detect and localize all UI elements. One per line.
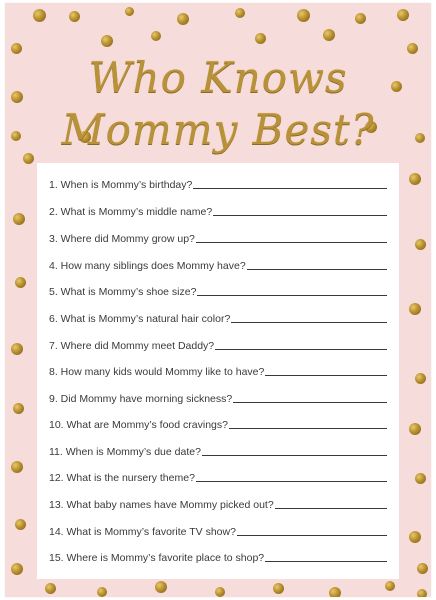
confetti-dot <box>13 403 24 414</box>
confetti-dot <box>417 589 427 597</box>
confetti-dot <box>385 581 395 591</box>
confetti-dot <box>101 35 113 47</box>
answer-line <box>196 481 387 482</box>
answer-line <box>275 508 387 509</box>
confetti-dot <box>409 423 421 435</box>
question-12 <box>49 466 387 484</box>
confetti-dot <box>215 587 225 597</box>
title-line-2: Mommy Best? <box>61 105 375 154</box>
confetti-dot <box>397 9 409 21</box>
question-text: 8. How many kids would Mommy like to have? <box>49 366 265 378</box>
confetti-dot <box>13 213 25 225</box>
confetti-dot <box>329 587 341 597</box>
answer-line <box>202 455 387 456</box>
answer-line <box>213 215 387 216</box>
confetti-dot <box>23 153 34 164</box>
confetti-dot <box>11 563 23 575</box>
question-text: 3. Where did Mommy grow up? <box>49 233 195 245</box>
question-4 <box>49 254 387 272</box>
confetti-dot <box>45 583 56 594</box>
quiz-card <box>5 3 431 597</box>
question-text: 14. What is Mommy’s favorite TV show? <box>49 526 236 538</box>
confetti-dot <box>155 581 167 593</box>
question-7 <box>49 334 387 352</box>
question-sheet <box>37 163 399 579</box>
confetti-dot <box>177 13 189 25</box>
confetti-dot <box>33 9 46 22</box>
question-6 <box>49 307 387 325</box>
question-text: 13. What baby names have Mommy picked out? <box>49 499 274 511</box>
question-9 <box>49 387 387 405</box>
confetti-dot <box>235 8 245 18</box>
confetti-dot <box>415 473 426 484</box>
question-text: 1. When is Mommy’s birthday? <box>49 179 193 191</box>
confetti-dot <box>69 11 80 22</box>
confetti-dot <box>417 563 428 574</box>
confetti-dot <box>125 7 134 16</box>
question-text: 4. How many siblings does Mommy have? <box>49 260 246 272</box>
question-text: 6. What is Mommy’s natural hair color? <box>49 313 231 325</box>
title-line-1: Who Knows <box>88 53 348 102</box>
confetti-dot <box>151 31 161 41</box>
question-text: 11. When is Mommy’s due date? <box>49 446 201 458</box>
confetti-dot <box>15 277 26 288</box>
question-1 <box>49 173 387 191</box>
confetti-dot <box>415 373 426 384</box>
answer-line <box>229 428 387 429</box>
question-5 <box>49 280 387 298</box>
answer-line <box>233 402 387 403</box>
confetti-dot <box>355 13 366 24</box>
question-text: 2. What is Mommy’s middle name? <box>49 206 213 218</box>
question-11 <box>49 440 387 458</box>
question-text: 7. Where did Mommy meet Daddy? <box>49 340 215 352</box>
question-text: 15. Where is Mommy’s favorite place to shop? <box>49 552 265 564</box>
question-2 <box>49 200 387 218</box>
question-14 <box>49 520 387 538</box>
question-15 <box>49 546 387 564</box>
question-13 <box>49 493 387 511</box>
question-text: 10. What are Mommy’s food cravings? <box>49 419 228 431</box>
confetti-dot <box>273 583 284 594</box>
confetti-dot <box>255 33 266 44</box>
answer-line <box>196 242 387 243</box>
answer-line <box>231 322 387 323</box>
question-8 <box>49 360 387 378</box>
confetti-dot <box>297 9 310 22</box>
confetti-dot <box>11 343 23 355</box>
answer-line <box>247 269 387 270</box>
answer-line <box>265 375 387 376</box>
answer-line <box>265 561 387 562</box>
confetti-dot <box>415 239 426 250</box>
question-text: 9. Did Mommy have morning sickness? <box>49 393 233 405</box>
question-10 <box>49 413 387 431</box>
confetti-dot <box>409 531 421 543</box>
question-text: 12. What is the nursery theme? <box>49 472 195 484</box>
answer-line <box>197 295 387 296</box>
answer-line <box>237 535 387 536</box>
question-text: 5. What is Mommy’s shoe size? <box>49 286 197 298</box>
confetti-dot <box>409 173 421 185</box>
question-3 <box>49 227 387 245</box>
answer-line <box>193 188 387 189</box>
answer-line <box>215 349 387 350</box>
confetti-dot <box>409 303 421 315</box>
confetti-dot <box>323 29 335 41</box>
confetti-dot <box>11 461 23 473</box>
confetti-dot <box>97 587 107 597</box>
confetti-dot <box>15 519 26 530</box>
